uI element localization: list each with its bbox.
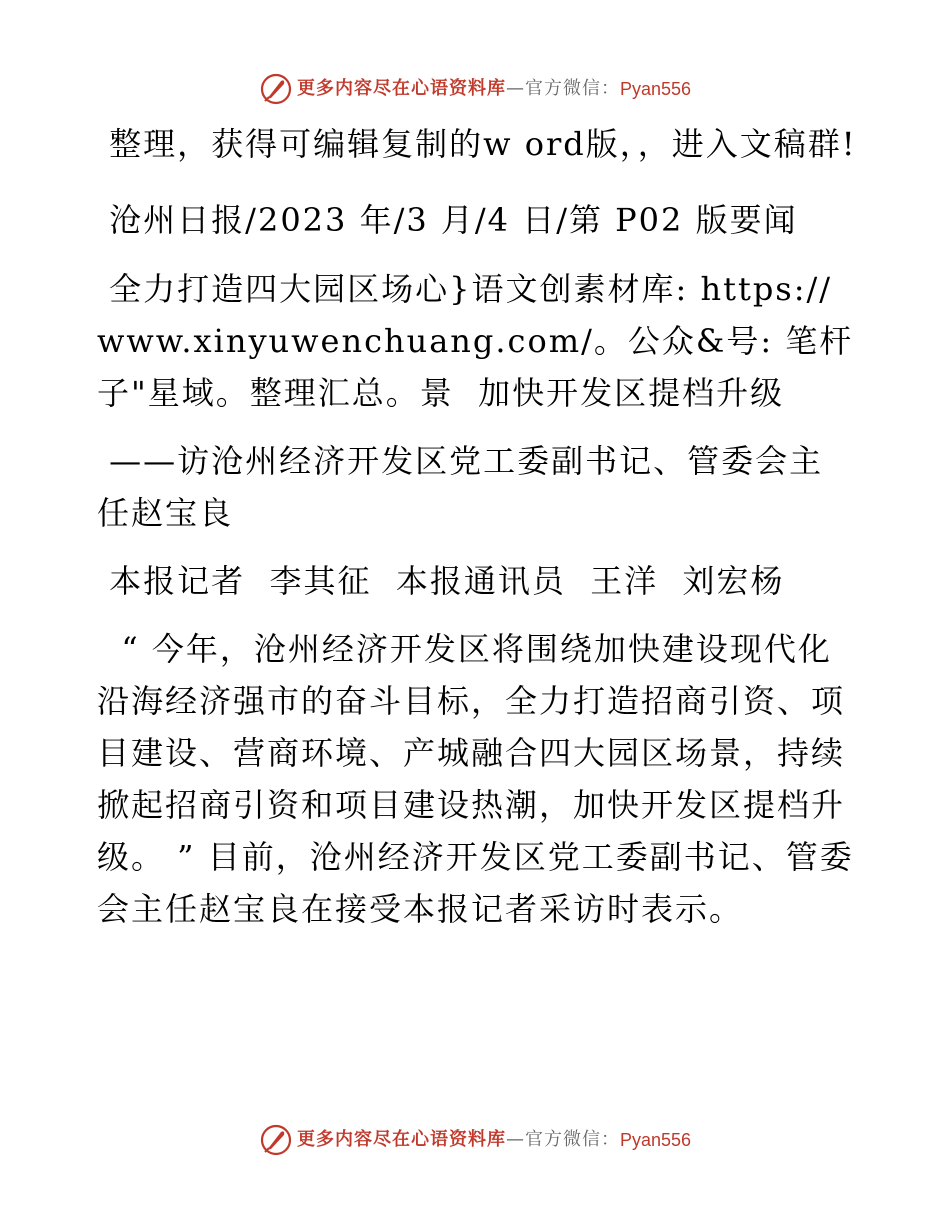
article-body — [97, 118, 857, 935]
source-line: 沧州日报/2023 年/3 月/4 日/第 P02 版要闻 — [97, 201, 798, 239]
banner-main-text: 更多内容尽在心语资料库 — [296, 78, 506, 99]
quill-pen-circle-icon — [259, 72, 293, 106]
headline-paragraph: 全力打造四大园区场心}语文创素材库: https://www.xinyuwenchuang.com/。公众&号: 笔杆子"星域。整理汇总。景 加快开发区提档升级 — [97, 270, 854, 412]
banner-separator: — — [505, 1129, 525, 1150]
banner-main-text: 更多内容尽在心语资料库 — [296, 1129, 506, 1150]
quill-pen-circle-icon — [259, 1123, 293, 1157]
banner-sub-text: 官方微信： — [524, 78, 620, 99]
header-banner — [0, 71, 950, 107]
byline-paragraph: 本报记者 李其征 本报通讯员 王洋 刘宏杨 — [97, 562, 785, 600]
footer-banner — [0, 1122, 950, 1158]
intro-paragraph: 整理，获得可编辑复制的w ord版，，进入文稿群! — [97, 125, 857, 163]
banner-wechat-id: Pyan556 — [619, 1130, 692, 1150]
lead-paragraph: “ 今年，沧州经济开发区将围绕加快建设现代化沿海经济强市的奋斗目标，全力打造招商引资、项目建设、营商环境、产城融合四大园区场景，持续掀起招商引资和项目建设热潮，加快开发区提档升级。 ” 目前，沧州经济开发区党工委副书记、管委会主任赵宝良在接受本报记者采访时表示。 — [97, 630, 854, 928]
banner-separator: — — [505, 78, 525, 99]
banner-sub-text: 官方微信： — [524, 1129, 620, 1150]
banner-wechat-id: Pyan556 — [619, 79, 692, 99]
subheadline-paragraph: ——访沧州经济开发区党工委副书记、管委会主任赵宝良 — [97, 442, 824, 532]
